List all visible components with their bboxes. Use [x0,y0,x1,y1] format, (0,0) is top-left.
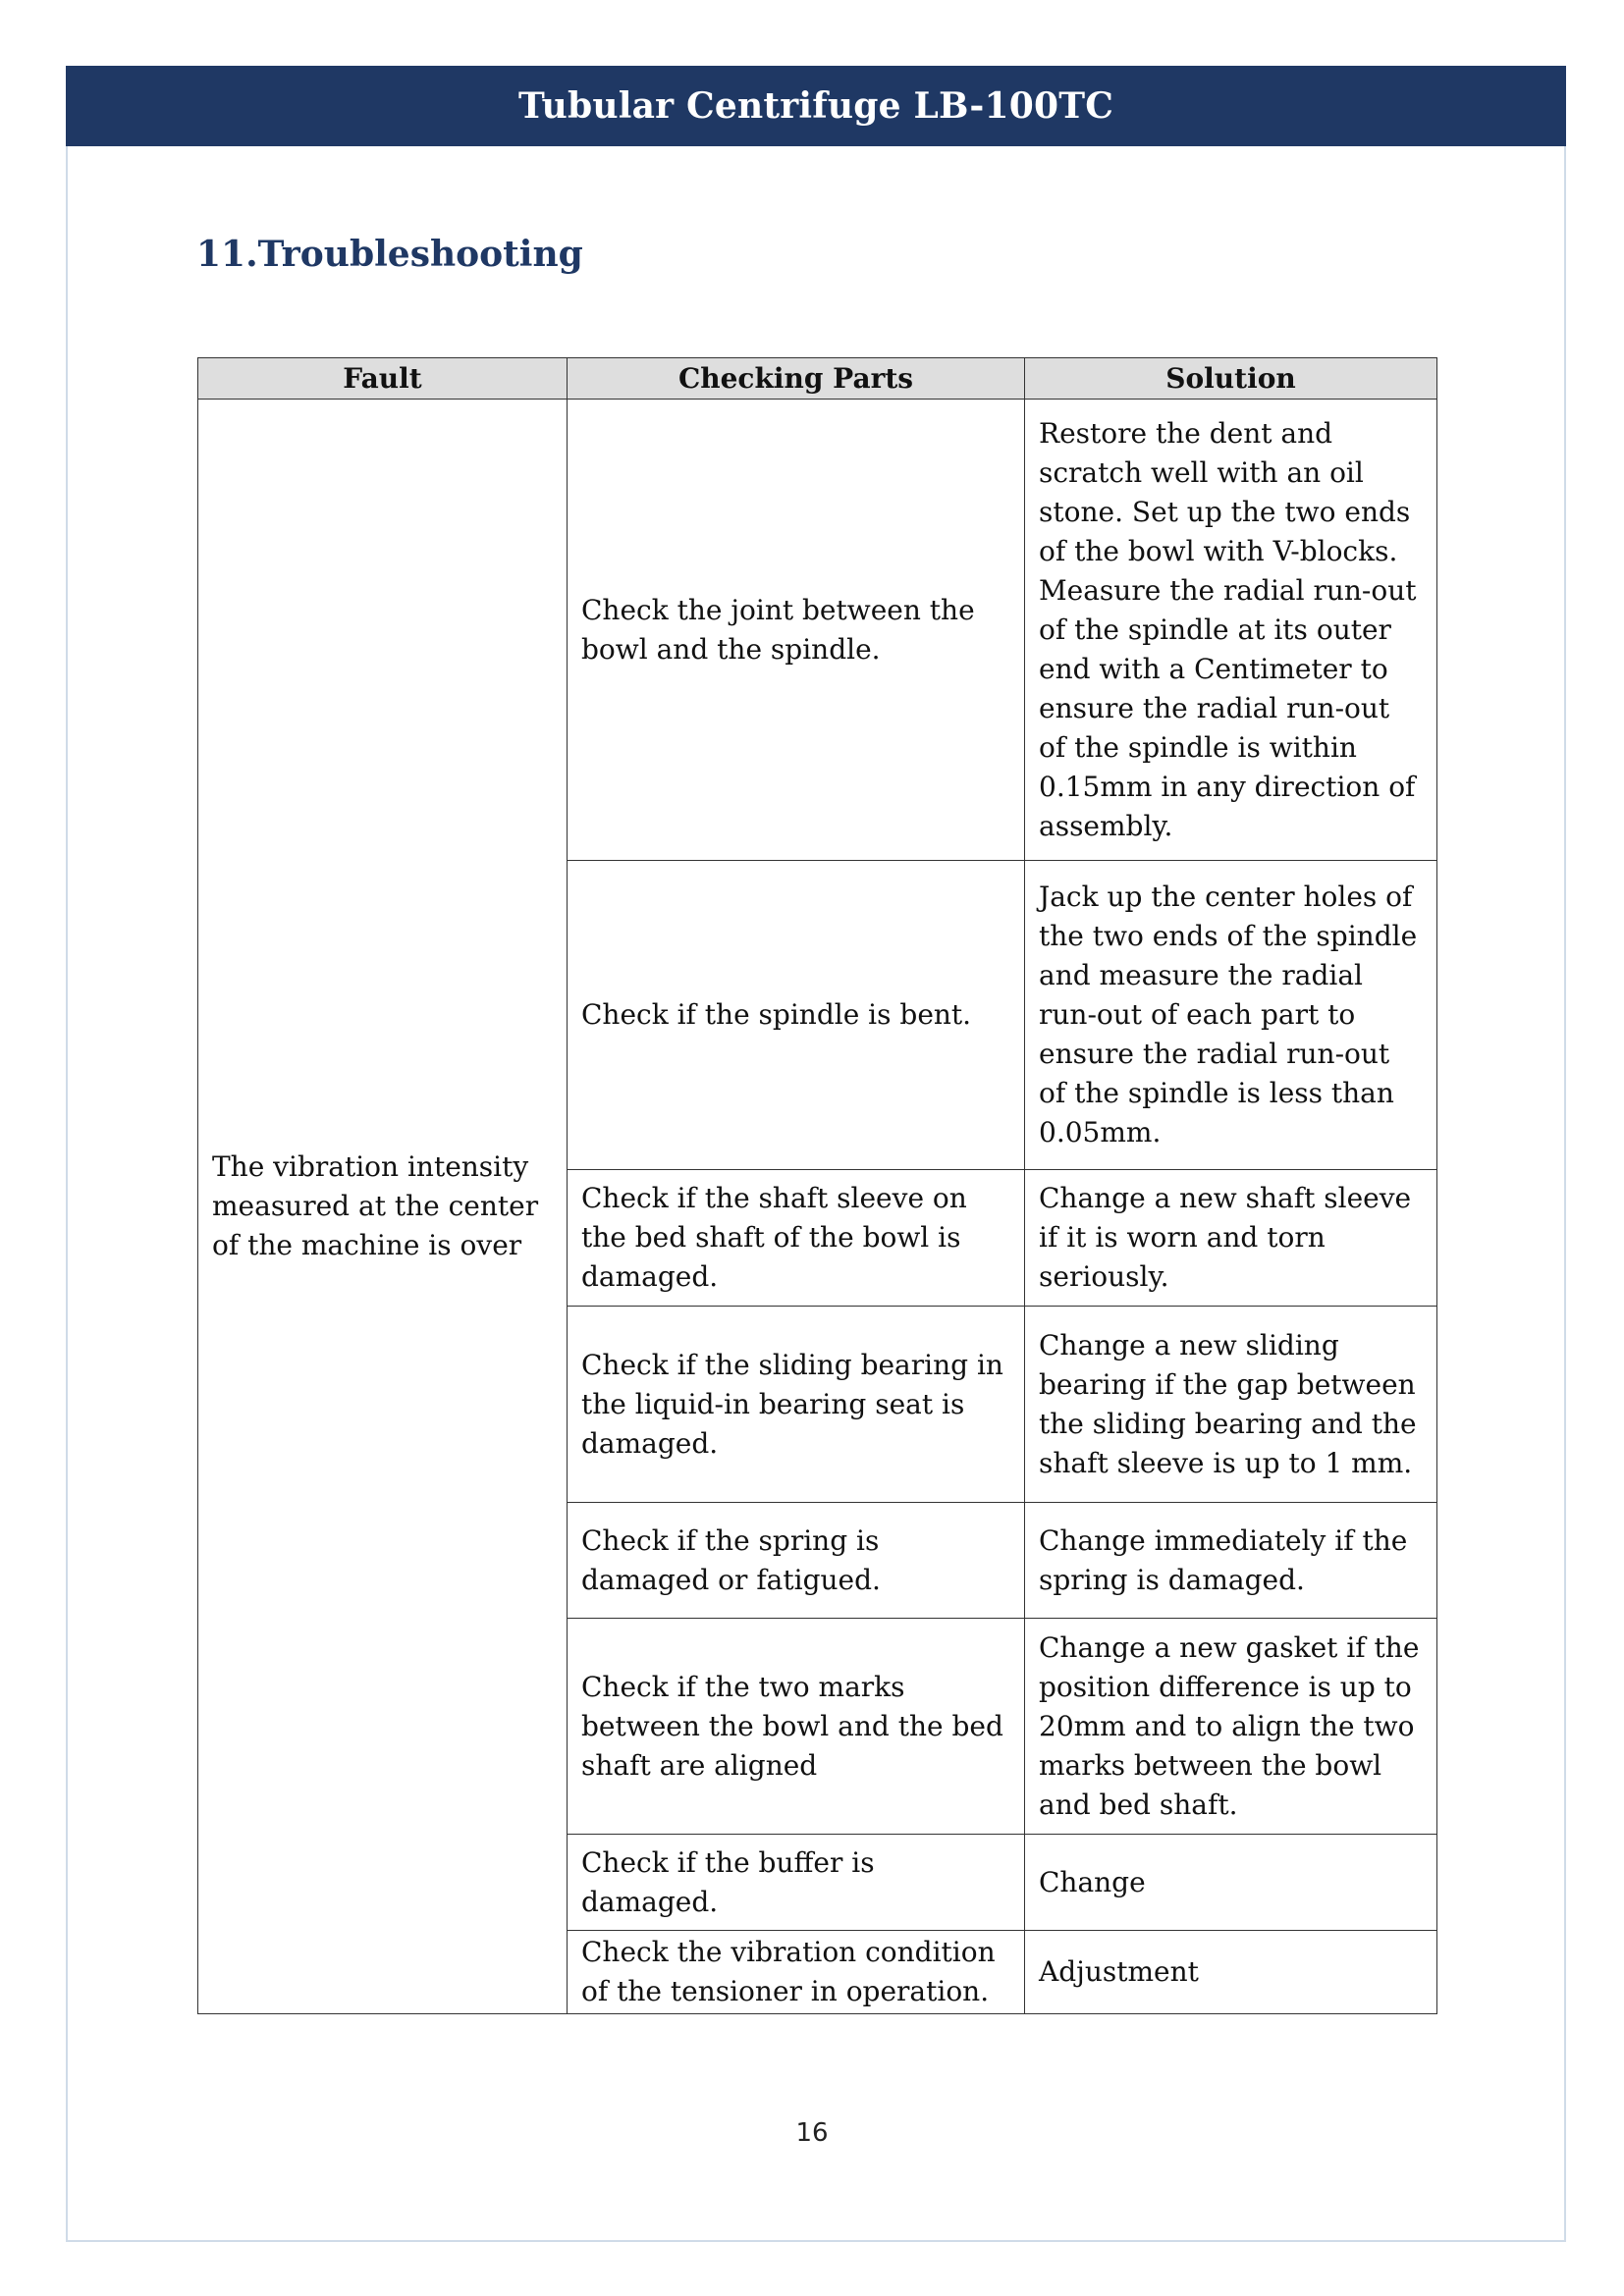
page-number: 16 [795,2118,829,2148]
document-title: Tubular Centrifuge LB-100TC [517,85,1114,127]
document-header [66,66,1566,146]
solution-cell: Change a new shaft sleeve if it is worn and torn seriously. [1025,1170,1437,1307]
solution-cell: Change a new gasket if the position difference is up to 20mm and to align the two marks between the bowl and bed shaft. [1025,1619,1437,1835]
checking-part-cell: Check if the spring is damaged or fatigued. [568,1503,1025,1619]
fault-cell: The vibration intensity measured at the center of the machine is over [198,400,568,2014]
solution-cell: Adjustment [1025,1931,1437,2014]
checking-part-cell: Check if the shaft sleeve on the bed shaft of the bowl is damaged. [568,1170,1025,1307]
solution-cell: Restore the dent and scratch well with an oil stone. Set up the two ends of the bowl with V-blocks. Measure the radial run-out of the spindle at its outer end with a Centimeter to ensure the radial run-out of the spindle is within 0.15mm in any direction of assembly. [1025,400,1437,861]
column-header-fault: Fault [198,358,568,400]
checking-part-cell: Check if the two marks between the bowl and the bed shaft are aligned [568,1619,1025,1835]
table-header-row [198,358,1437,400]
solution-cell: Jack up the center holes of the two ends of the spindle and measure the radial run-out of each part to ensure the radial run-out of the spindle is less than 0.05mm. [1025,861,1437,1170]
section-title: 11.Troubleshooting [196,234,583,275]
troubleshooting-table [197,357,1437,2014]
table-row [198,400,1437,861]
checking-part-cell: Check if the buffer is damaged. [568,1835,1025,1931]
column-header-checking-parts: Checking Parts [568,358,1025,400]
solution-cell: Change a new sliding bearing if the gap between the sliding bearing and the shaft sleeve is up to 1 mm. [1025,1307,1437,1503]
solution-cell: Change [1025,1835,1437,1931]
checking-part-cell: Check if the sliding bearing in the liquid-in bearing seat is damaged. [568,1307,1025,1503]
checking-part-cell: Check the joint between the bowl and the spindle. [568,400,1025,861]
column-header-solution: Solution [1025,358,1437,400]
solution-cell: Change immediately if the spring is damaged. [1025,1503,1437,1619]
checking-part-cell: Check the vibration condition of the tensioner in operation. [568,1931,1025,2014]
checking-part-cell: Check if the spindle is bent. [568,861,1025,1170]
